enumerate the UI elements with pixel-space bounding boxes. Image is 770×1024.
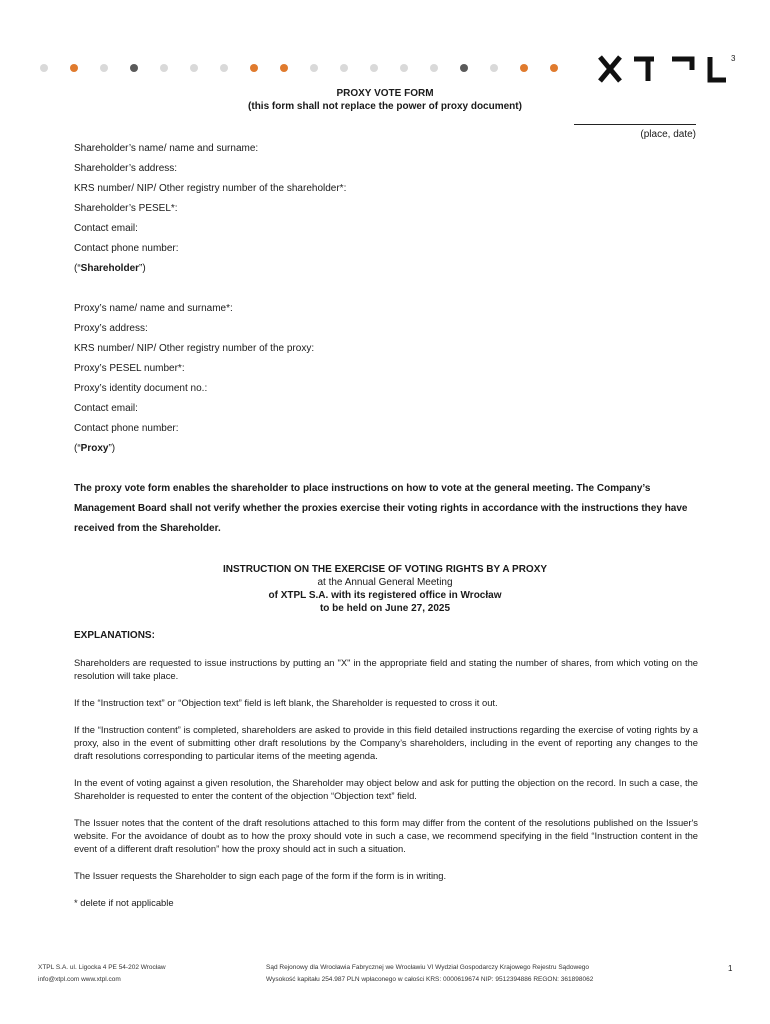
proxy-field: KRS number/ NIP/ Other registry number of the proxy:	[74, 343, 315, 354]
instruction-title: INSTRUCTION ON THE EXERCISE OF VOTING RIGHTS BY A PROXY	[222, 564, 548, 575]
proxy-field: Contact phone number:	[74, 423, 179, 434]
shareholder-field: Contact email:	[74, 223, 138, 234]
header-dot	[460, 64, 468, 72]
footer-address: XTPL S.A. ul. Ligocka 4 PE 54-202 Wrocław	[38, 964, 166, 971]
instruction-line2: at the Annual General Meeting	[317, 577, 453, 588]
header-dot	[160, 64, 168, 72]
header-dot	[370, 64, 378, 72]
instruction-line3: of XTPL S.A. with its registered office in Wrocław	[268, 590, 502, 601]
form-title: PROXY VOTE FORM	[336, 88, 434, 99]
explanations-heading: EXPLANATIONS:	[74, 630, 155, 641]
footer-left	[38, 962, 166, 986]
place-date-label: (place, date)	[640, 129, 696, 140]
quote-open: (“	[74, 443, 81, 454]
explanation-paragraph: The Issuer requests the Shareholder to sign each page of the form if the form is in writing.	[74, 870, 447, 881]
header-dot	[310, 64, 318, 72]
shareholder-field: Shareholder’s address:	[74, 163, 178, 174]
shareholder-field: KRS number/ NIP/ Other registry number of the shareholder*:	[74, 183, 347, 194]
header-dot	[40, 64, 48, 72]
explanation-paragraph: If the “Instruction text” or “Objection text” field is left blank, the Shareholder is requested to cross it out.	[74, 697, 498, 708]
notice-paragraph: The proxy vote form enables the shareholder to place instructions on how to vote at the general meeting. The Company’s Management Board shall not verify whether the proxies exercise their voting rights in accordance with the instructions they have received from the Shareholder.	[74, 483, 688, 534]
footer-court: Sąd Rejonowy dla Wrocławia Fabrycznej we Wrocławiu VI Wydział Gospodarczy Krajowego Rejestru Sądowego	[266, 964, 590, 971]
footer-registry: Wysokość kapitału 254.987 PLN wpłaconego w całości KRS: 0000619674 NIP: 9512394886 REGON: 361898062	[266, 976, 594, 983]
form-subtitle: (this form shall not replace the power of proxy document)	[248, 101, 522, 112]
explanation-paragraph: * delete if not applicable	[74, 897, 174, 908]
instruction-line4: to be held on June 27, 2025	[319, 603, 451, 614]
quote-open: (“	[74, 263, 81, 274]
explanation-paragraph: The Issuer notes that the content of the draft resolutions attached to this form may differ from the content of the resolutions published on the Issuer's website. For the avoidance of doubt as to how the proxy should vote in such a case, we recommend specifying in the field “Instruction content in the event of a different draft resolution” how the proxy should act in such a situation.	[74, 817, 698, 854]
header-dot	[520, 64, 528, 72]
logo-superscript: 3	[731, 54, 736, 63]
header-dot	[100, 64, 108, 72]
proxy-label: Proxy	[80, 443, 109, 454]
header-dot	[340, 64, 348, 72]
footer-contact: info@xtpl.com www.xtpl.com	[38, 976, 121, 983]
proxy-field: Contact email:	[74, 403, 138, 414]
shareholder-field: Shareholder’s name/ name and surname:	[74, 143, 259, 154]
xtpl-logo	[598, 54, 728, 84]
header-dot	[400, 64, 408, 72]
shareholder-field: Contact phone number:	[74, 243, 179, 254]
footer-right	[266, 962, 593, 986]
quote-close: ”)	[108, 443, 116, 454]
shareholder-field: Shareholder’s PESEL*:	[74, 203, 178, 214]
header-dot-row	[40, 64, 580, 72]
explanation-paragraph: In the event of voting against a given resolution, the Shareholder may object below and ask for putting the objection on the record. In such a case, the Shareholder is requested to enter the content of the objection “Objection text” field.	[74, 777, 698, 801]
proxy-field: Proxy’s address:	[74, 323, 148, 334]
header-dot	[430, 64, 438, 72]
header-dot	[220, 64, 228, 72]
proxy-designation	[74, 443, 314, 463]
header-dot	[70, 64, 78, 72]
explanation-paragraph: Shareholders are requested to issue instructions by putting an "X" in the appropriate field and stating the number of shares, from which voting on the resolution will take place.	[74, 657, 698, 681]
shareholder-label: Shareholder	[80, 263, 140, 274]
shareholder-section	[74, 143, 346, 283]
shareholder-designation	[74, 263, 346, 283]
quote-close: ”)	[139, 263, 146, 274]
header-dot	[250, 64, 258, 72]
place-date-line	[574, 124, 696, 125]
proxy-field: Proxy’s name/ name and surname*:	[74, 303, 233, 314]
header-dot	[490, 64, 498, 72]
page-number: 1	[728, 964, 733, 973]
proxy-field: Proxy’s PESEL number*:	[74, 363, 185, 374]
proxy-section	[74, 303, 314, 463]
header-dot	[280, 64, 288, 72]
header-dot	[130, 64, 138, 72]
proxy-field: Proxy’s identity document no.:	[74, 383, 208, 394]
header-dot	[190, 64, 198, 72]
header-dot	[550, 64, 558, 72]
explanation-paragraph: If the “Instruction content” is completed, shareholders are asked to provide in this field detailed instructions regarding the exercise of voting rights by a proxy, also in the event of submitting other draft resolutions by the Company’s shareholders, including in the event of reporting any changes to the draft resolutions corresponding to particular items of the meeting agenda.	[74, 724, 698, 761]
